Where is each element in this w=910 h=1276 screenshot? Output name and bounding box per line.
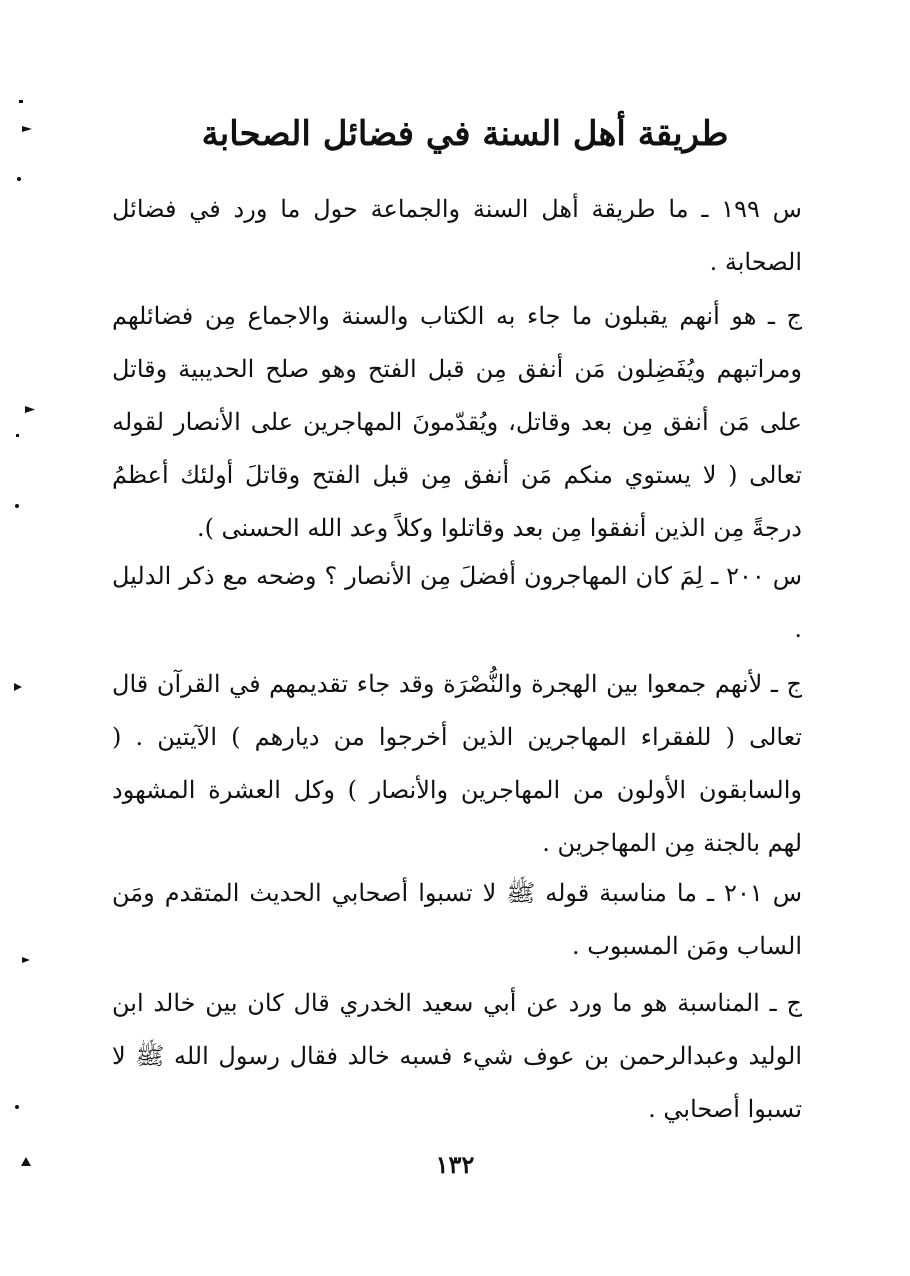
margin-mark (17, 177, 21, 181)
margin-mark (16, 434, 19, 437)
answer-199: ج ـ هو أنهم يقبلون ما جاء به الكتاب والسنة والاجماع مِن فضائلهم ومراتبهم ويُفَضِلون مَن أنفق مِن قبل الفتح وهو صلح الحديبية وقاتل على مَن أنفق مِن بعد وقاتل، ويُقدّمونَ المهاجرين على الأنصار لقوله تعالى ( لا يستوي منكم مَن أنفق مِن قبل الفتح وقاتلَ أولئك أعظمُ درجةً مِن الذين أنفقوا مِن بعد وقاتلوا وكلاً وعد الله الحسنى ). (112, 302, 802, 542)
question-199: س ١٩٩ ـ ما طريقة أهل السنة والجماعة حول ما ورد في فضائل الصحابة . (112, 195, 802, 276)
question-200: س ٢٠٠ ـ لِمَ كان المهاجرون أفضلَ مِن الأنصار ؟ وضحه مع ذكر الدليل . (112, 562, 802, 643)
margin-mark (14, 683, 22, 691)
margin-mark (15, 1105, 19, 1109)
margin-mark (21, 1157, 31, 1166)
page-number: ١٣٢ (435, 1150, 475, 1179)
page-title: طريقة أهل السنة في فضائل الصحابة (201, 114, 729, 154)
answer-201: ج ـ المناسبة هو ما ورد عن أبي سعيد الخدري قال كان بين خالد ابن الوليد وعبدالرحمن بن عوف شيء فسبه خالد فقال رسول الله ﷺ لا تسبوا أصحابي . (112, 989, 802, 1123)
answer-200: ج ـ لأنهم جمعوا بين الهجرة والنُّصْرَة وقد جاء تقديمهم في القرآن قال تعالى ( للفقراء المهاجرين الذين أخرجوا من ديارهم ) الآيتين . ( والسابقون الأولون من المهاجرين والأنصار ) وكل العشرة المشهود لهم بالجنة مِن المهاجرين . (112, 670, 802, 857)
margin-mark (22, 957, 30, 963)
margin-mark (25, 406, 35, 413)
question-201: س ٢٠١ ـ ما مناسبة قوله ﷺ لا تسبوا أصحابي الحديث المتقدم ومَن الساب ومَن المسبوب . (112, 879, 802, 960)
margin-mark (22, 126, 32, 132)
margin-mark (15, 504, 19, 508)
margin-mark (19, 100, 23, 103)
